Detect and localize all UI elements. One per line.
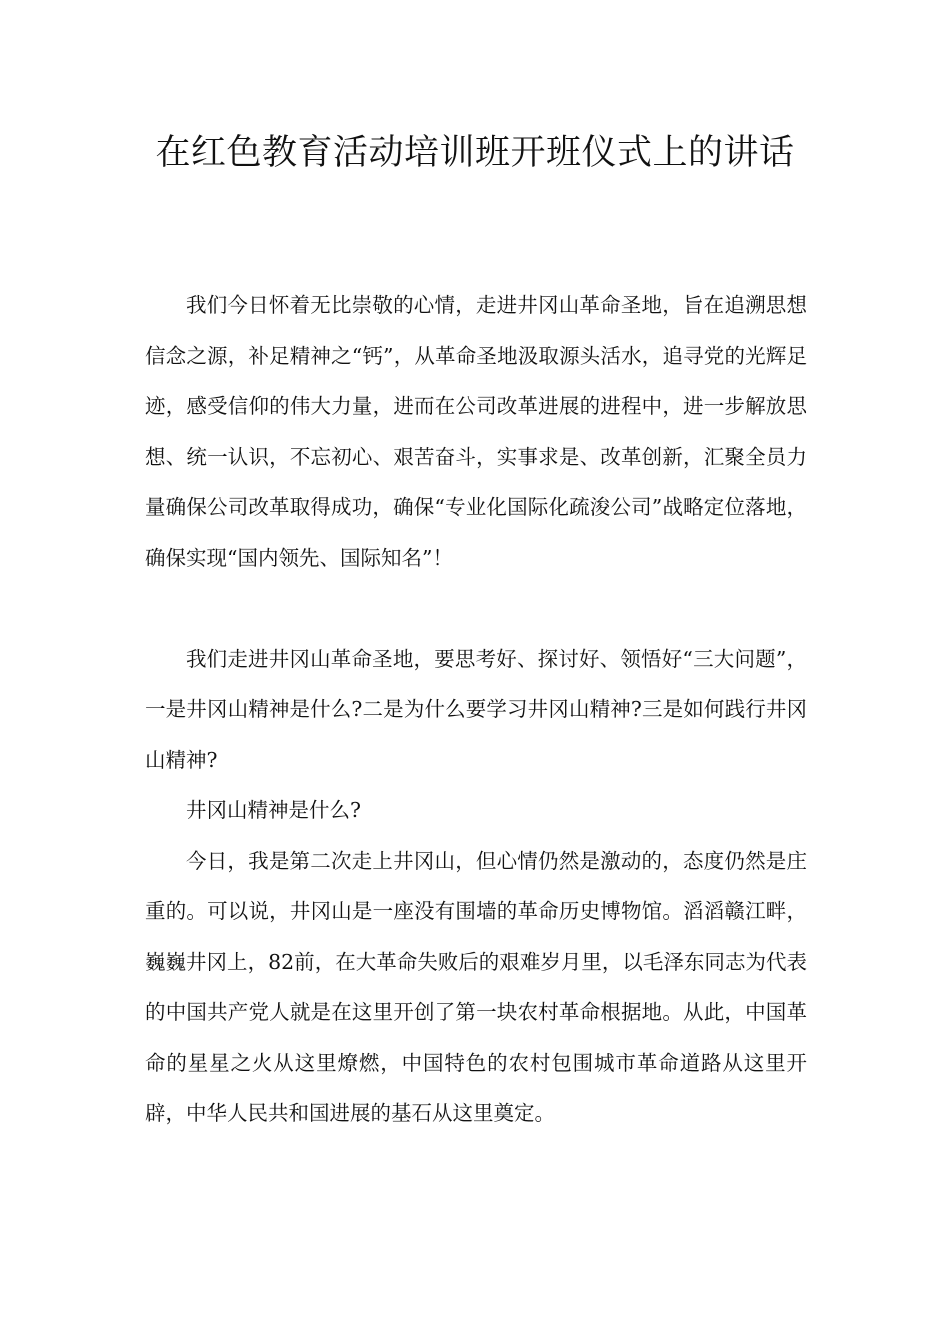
document-body bbox=[145, 280, 807, 1139]
paragraph-intro: 我们今日怀着无比崇敬的心情，走进井冈山革命圣地，旨在追溯思想信念之源，补足精神之“钙”，从革命圣地汲取源头活水，追寻党的光辉足迹，感受信仰的伟大力量，进而在公司改革进展的进程中，进一步解放思想、统一认识，不忘初心、艰苦奋斗，实事求是、改革创新，汇聚全员力量确保公司改革取得成功，确保“专业化国际化疏浚公司”战略定位落地，确保实现“国内领先、国际知名”！ bbox=[145, 293, 807, 570]
document-title: 在红色教育活动培训班开班仪式上的讲话 bbox=[155, 133, 795, 173]
paragraph-second-visit: 今日，我是第二次走上井冈山，但心情仍然是激动的，态度仍然是庄重的。可以说，井冈山是一座没有围墙的革命历史博物馆。滔滔赣江畔，巍巍井冈上，82前，在大革命失败后的艰难岁月里，以毛泽东同志为代表的中国共产党人就是在这里开创了第一块农村革命根据地。从此，中国革命的星星之火从这里燎燃，中国特色的农村包围城市革命道路从这里开辟，中华人民共和国进展的基石从这里奠定。 bbox=[145, 848, 807, 1125]
paragraph-three-questions: 我们走进井冈山革命圣地，要思考好、探讨好、领悟好“三大问题”，一是井冈山精神是什么?二是为什么要学习井冈山精神?三是如何践行井冈山精神? bbox=[145, 646, 807, 772]
section-heading-what-is-spirit: 井冈山精神是什么? bbox=[186, 798, 361, 822]
